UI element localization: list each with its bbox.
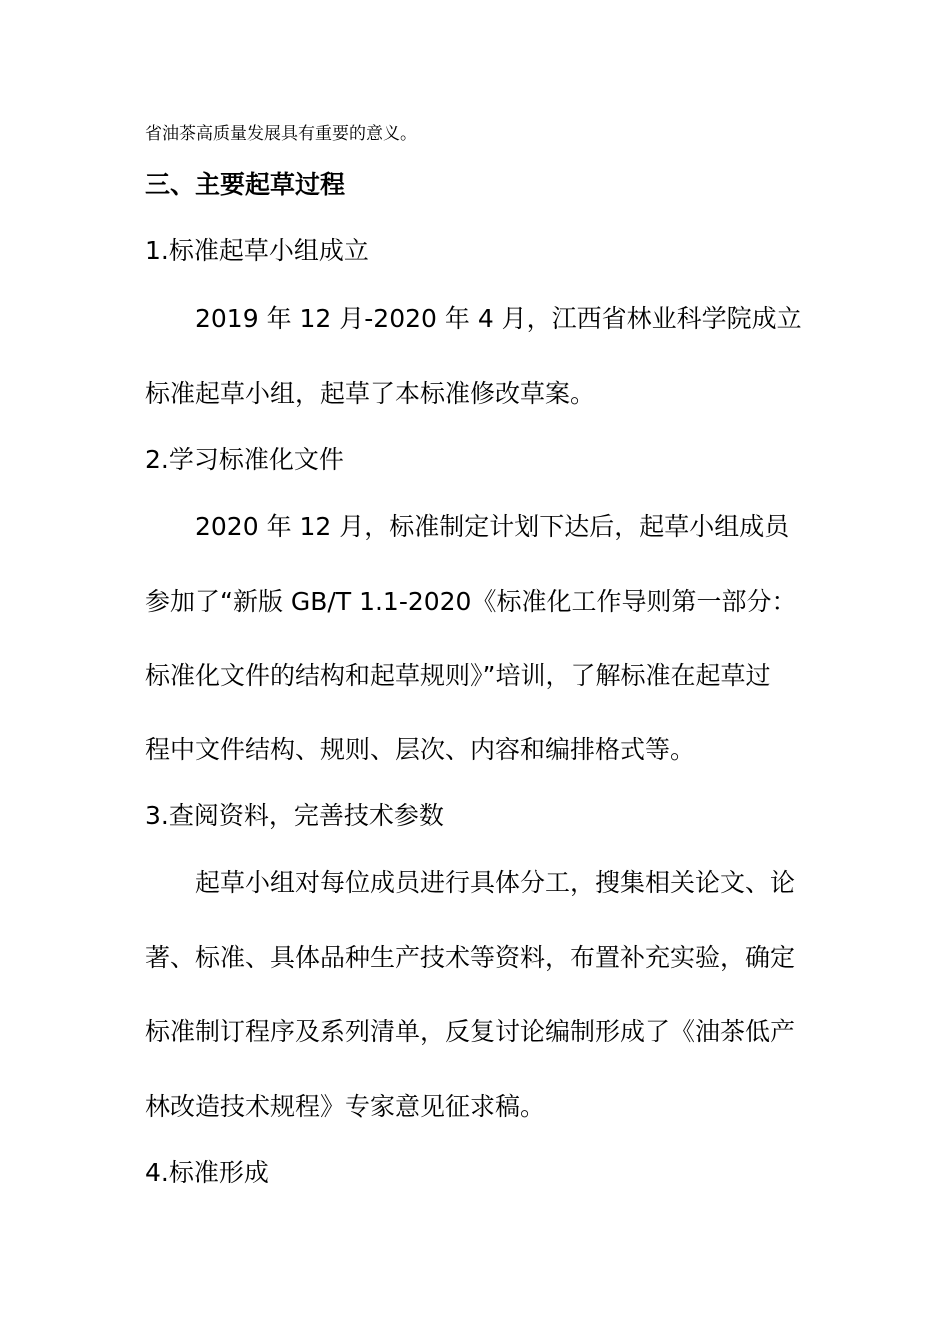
- item3-paragraph-line-3: 标准制订程序及系列清单，反复讨论编制形成了《油茶低产: [145, 1017, 796, 1046]
- item2-title: 2.学习标准化文件: [145, 445, 344, 474]
- item1-paragraph-line-1: 2019 年 12 月-2020 年 4 月，江西省林业科学院成立: [195, 304, 802, 333]
- item1-paragraph-line-2: 标准起草小组，起草了本标准修改草案。: [145, 379, 596, 408]
- intro-line: 省油茶高质量发展具有重要的意义。: [145, 124, 417, 144]
- item1-title: 1.标准起草小组成立: [145, 236, 369, 265]
- item4-title: 4.标准形成: [145, 1158, 269, 1187]
- item3-paragraph-line-4: 林改造技术规程》专家意见征求稿。: [145, 1092, 546, 1121]
- item2-paragraph-line-1: 2020 年 12 月，标准制定计划下达后，起草小组成员: [195, 512, 790, 541]
- item3-paragraph-line-1: 起草小组对每位成员进行具体分工，搜集相关论文、论: [195, 868, 796, 897]
- item3-paragraph-line-2: 著、标准、具体品种生产技术等资料，布置补充实验，确定: [145, 943, 796, 972]
- item3-title: 3.查阅资料，完善技术参数: [145, 801, 444, 830]
- item2-paragraph-line-4: 程中文件结构、规则、层次、内容和编排格式等。: [145, 735, 696, 764]
- item2-paragraph-line-2: 参加了“新版 GB/T 1.1-2020《标准化工作导则第一部分：: [145, 587, 797, 616]
- item2-paragraph-line-3: 标准化文件的结构和起草规则》”培训，了解标准在起草过: [145, 661, 771, 690]
- section-heading: 三、主要起草过程: [145, 170, 346, 199]
